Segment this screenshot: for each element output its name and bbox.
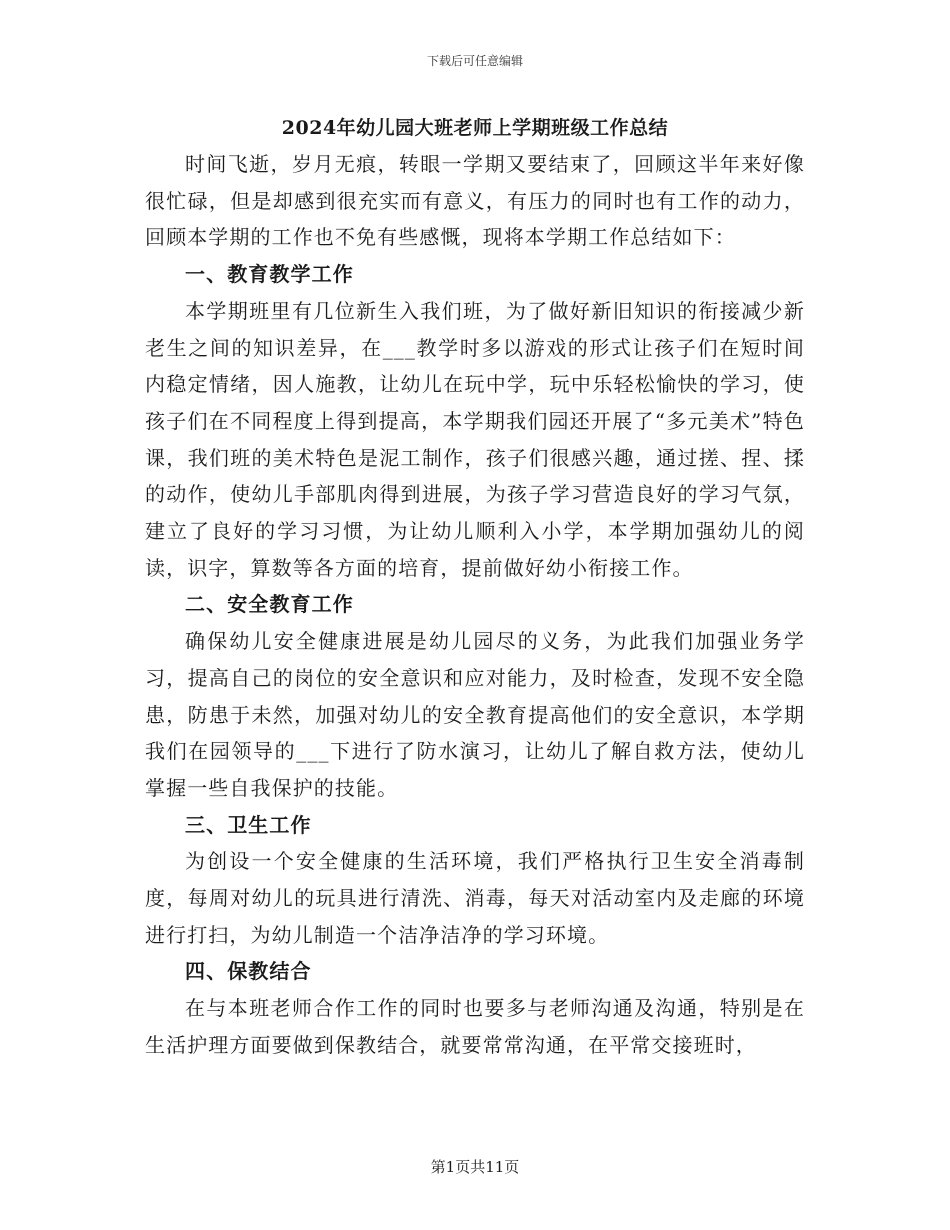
page-footer: 第1页共11页 [430, 1158, 520, 1176]
section-body-care: 在与本班老师合作工作的同时也要多与老师沟通及沟通，特别是在生活护理方面要做到保教结合，就要常常沟通，在平常交接班时， [145, 996, 805, 1057]
section-heading-hygiene: 三、卫生工作 [185, 812, 312, 837]
section-body-safety: 确保幼儿安全健康进展是幼儿园尽的义务，为此我们加强业务学习，提高自己的岗位的安全意识和应对能力，及时检查，发现不安全隐患，防患于未然，加强对幼儿的安全教育提高他们的安全意识，本学期我们在园领导的___下进行了防水演习，让幼儿了解自救方法，使幼儿掌握一些自我保护的技能。 [145, 629, 805, 800]
header-note: 下载后可任意编辑 [426, 54, 523, 68]
section-heading-safety: 二、安全教育工作 [185, 592, 354, 617]
document-title: 2024年幼儿园大班老师上学期班级工作总结 [281, 117, 669, 139]
section-body-teaching: 本学期班里有几位新生入我们班，为了做好新旧知识的衔接减少新老生之间的知识差异，在___教学时多以游戏的形式让孩子们在短时间内稳定情绪，因人施教，让幼儿在玩中学，玩中乐轻松愉快的学习，使孩子们在不同程度上得到提高，本学期我们园还开展了“多元美术”特色课，我们班的美术特色是泥工制作，孩子们很感兴趣，通过搓、捏、揉的动作，使幼儿手部肌肉得到进展，为孩子学习营造良好的学习气氛，建立了良好的学习习惯，为让幼儿顺利入小学，本学期加强幼儿的阅读，识字，算数等各方面的培育，提前做好幼小衔接工作。 [145, 298, 805, 580]
intro-paragraph: 时间飞逝，岁月无痕，转眼一学期又要结束了，回顾这半年来好像很忙碌，但是却感到很充实而有意义，有压力的同时也有工作的动力，回顾本学期的工作也不免有些感慨，现将本学期工作总结如下： [145, 152, 805, 250]
section-heading-teaching: 一、教育教学工作 [185, 262, 354, 287]
document-body [145, 146, 805, 1064]
section-body-hygiene: 为创设一个安全健康的生活环境，我们严格执行卫生安全消毒制度，每周对幼儿的玩具进行清洗、消毒，每天对活动室内及走廊的环境进行打扫，为幼儿制造一个洁净洁净的学习环境。 [145, 849, 805, 947]
section-heading-care: 四、保教结合 [185, 959, 312, 984]
